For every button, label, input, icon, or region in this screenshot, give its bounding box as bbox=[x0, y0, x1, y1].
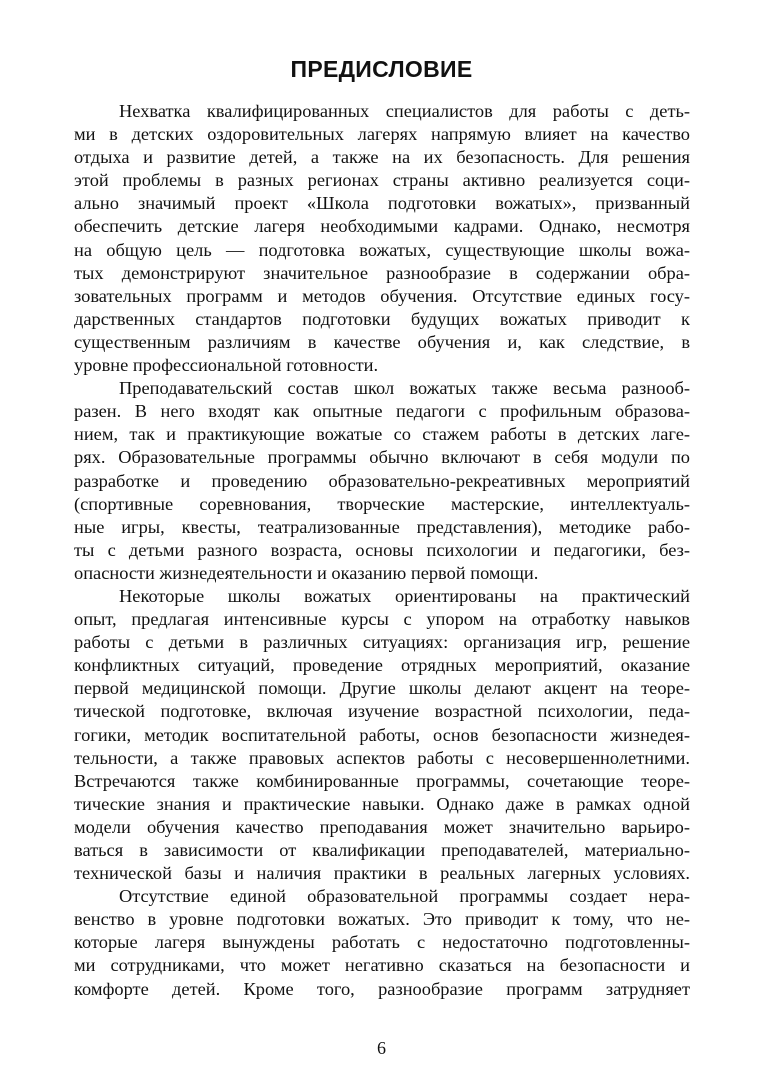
text-line: тической подготовке, включая изучение возрастной психологии, педа- bbox=[74, 701, 690, 722]
text-line: зовательных программ и методов обучения. Отсутствие единых госу- bbox=[74, 285, 690, 306]
text-line: разен. В него входят как опытные педагоги с профильным образова- bbox=[74, 401, 690, 422]
text-line: этой проблемы в разных регионах страны активно реализуется соци- bbox=[74, 170, 690, 191]
text-line: существенным различиям в качестве обучения и, как следствие, в bbox=[74, 331, 690, 352]
page-number: 6 bbox=[377, 1038, 386, 1058]
text-line: комфорте детей. Кроме того, разнообразие программ затрудняет bbox=[74, 978, 690, 999]
text-line: уровне профессиональной готовности. bbox=[74, 355, 379, 376]
text-line: Нехватка квалифицированных специалистов для работы с деть- bbox=[119, 101, 690, 121]
text-line: ально значимый проект «Школа подготовки вожатых», призванный bbox=[74, 193, 690, 214]
text-line: ми в детских оздоровительных лагерях напрямую влияет на качество bbox=[74, 124, 690, 145]
text-line: ные игры, квесты, театрализованные представления), методике рабо- bbox=[74, 516, 690, 537]
text-line: работы с детьми в различных ситуациях: организация игр, решение bbox=[74, 632, 690, 653]
text-line: Встречаются также комбинированные программы, сочетающие теоре- bbox=[74, 770, 690, 791]
text-line: тых демонстрируют значительное разнообразие в содержании обра- bbox=[74, 262, 690, 283]
text-line: отдыха и развитие детей, а также на их безопасность. Для решения bbox=[74, 147, 690, 168]
text-line: Отсутствие единой образовательной программы создает нера- bbox=[119, 886, 690, 907]
text-line: на общую цель — подготовка вожатых, существующие школы вожа- bbox=[74, 239, 690, 260]
text-line: модели обучения качество преподавания может значительно варьиро- bbox=[74, 816, 690, 837]
text-line: венство в уровне подготовки вожатых. Это приводит к тому, что не- bbox=[74, 909, 690, 930]
text-line: опасности жизнедеятельности и оказанию первой помощи. bbox=[74, 562, 539, 583]
text-line: тические знания и практические навыки. Однако даже в рамках одной bbox=[74, 793, 690, 814]
text-line: гогики, методик воспитательной работы, основ безопасности жизнедея- bbox=[74, 724, 690, 745]
text-line: нием, так и практикующие вожатые со стажем работы в детских лаге- bbox=[74, 424, 690, 445]
text-line: Некоторые школы вожатых ориентированы на практический bbox=[119, 585, 690, 606]
text-line: конфликтных ситуаций, проведение отрядных мероприятий, оказание bbox=[74, 655, 690, 676]
text-line: (спортивные соревнования, творческие мастерские, интеллектуаль- bbox=[74, 493, 690, 514]
text-line: которые лагеря вынуждены работать с недостаточно подготовленны- bbox=[74, 932, 690, 953]
text-line: ты с детьми разного возраста, основы психологии и педагогики, без- bbox=[74, 539, 690, 560]
text-line: Преподавательский состав школ вожатых также весьма разнооб- bbox=[119, 378, 690, 399]
text-line: ваться в зависимости от квалификации преподавателей, материально- bbox=[74, 840, 690, 860]
text-line: дарственных стандартов подготовки будущих вожатых приводит к bbox=[74, 308, 690, 329]
text-line: тельности, а также правовых аспектов работы с несовершеннолетними. bbox=[74, 747, 690, 768]
text-line: разработке и проведению образовательно-рекреативных мероприятий bbox=[74, 470, 690, 491]
text-line: технической базы и наличия практики в реальных лагерных условиях. bbox=[74, 863, 690, 884]
text-line: рях. Образовательные программы обычно включают в себя модули по bbox=[74, 447, 690, 468]
text-line: ми сотрудниками, что может негативно сказаться на безопасности и bbox=[74, 955, 690, 976]
text-line: первой медицинской помощи. Другие школы делают акцент на теоре- bbox=[74, 678, 690, 699]
text-line: опыт, предлагая интенсивные курсы с упором на отработку навыков bbox=[74, 609, 690, 630]
page-title: ПРЕДИСЛОВИЕ bbox=[290, 56, 473, 82]
body-text bbox=[74, 100, 690, 1001]
text-line: обеспечить детские лагеря необходимыми кадрами. Однако, несмотря bbox=[74, 216, 690, 237]
